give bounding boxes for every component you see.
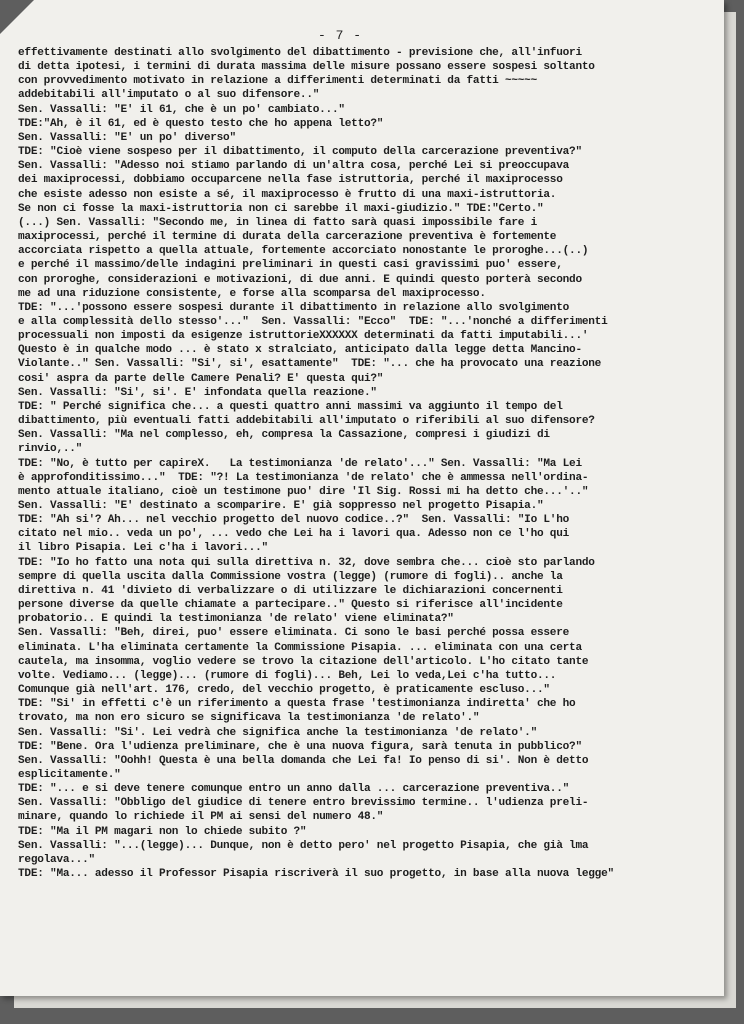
text-line: citato nel mio.. veda un po', ... vedo che Lei ha i lavori qua. Adesso non ce l'ho qui (18, 528, 570, 541)
text-line: con provvedimento motivato in relazione a differimenti determinati da fatti ~~~~~ (18, 75, 537, 88)
text-line: esplicitamente." (18, 768, 121, 781)
text-line: con proroghe, considerazioni e motivazioni, di due anni. E quindi questo porterà secondo (18, 273, 582, 286)
text-line: rinvio,.." (18, 443, 83, 456)
text-line: dibattimento, più eventuali fatti addebitabili all'imputato o riferibili al suo difensore? (18, 415, 595, 428)
text-line: e alla complessità dello stesso'..." Sen. Vassalli: "Ecco" TDE: "...'nonché a differimenti (18, 315, 608, 328)
text-line: Sen. Vassalli: "E' il 61, che è un po' cambiato..." (18, 103, 345, 116)
text-line: TDE: "Io ho fatto una nota qui sulla direttiva n. 32, dove sembra che... cioè sto parlando (18, 556, 595, 569)
text-line: Sen. Vassalli: "Si'. Lei vedrà che significa anche la testimonianza 'de relato'." (18, 726, 537, 739)
text-line: TDE: "Bene. Ora l'udienza preliminare, che è una nuova figura, sarà tenuta in pubblico?" (18, 740, 582, 753)
text-line: TDE: "...'possono essere sospesi durante il dibattimento in relazione allo svolgimento (18, 301, 570, 314)
text-line: Comunque già nell'art. 176, credo, del vecchio progetto, è praticamente escluso..." (18, 684, 550, 697)
text-line: di detta ipotesi, i termini di durata massima delle misure possano essere sospesi soltanto (18, 61, 595, 74)
text-line: TDE:"Ah, è il 61, ed è questo testo che ho appena letto?" (18, 117, 384, 130)
text-line: effettivamente destinati allo svolgimento del dibattimento - previsione che, all'infuori (18, 47, 582, 59)
text-line: mento attuale italiano, cioè un testimone puo' dire 'Il Sig. Rossi mi ha detto che...'.." (18, 485, 589, 498)
text-line: maxiprocessi, perché il termine di durata della carcerazione preventiva è fortemente (18, 231, 557, 244)
text-line: me ad una riduzione consistente, e forse alla scomparsa del maxiprocesso. (18, 287, 486, 300)
text-line: TDE: "... e si deve tenere comunque entro un anno dalla ... carcerazione preventiva.." (18, 783, 570, 796)
text-line: Sen. Vassalli: "Beh, direi, puo' essere eliminata. Ci sono le basi perché possa essere (18, 627, 570, 640)
text-line: Sen. Vassalli: "Si', si'. E' infondata quella reazione." (18, 386, 377, 399)
text-line: TDE: "Cioè viene sospeso per il dibattimento, il computo della carcerazione preventiva?" (18, 146, 582, 159)
text-line: volte. Vediamo... (legge)... (rumore di fogli)... Beh, Lei lo veda,Lei c'ha tutto... (18, 669, 557, 682)
text-line: e perché il massimo/delle indagini preliminari in questi casi gravissimi puo' essere, (18, 259, 563, 272)
text-line: trovato, ma non ero sicuro se significava la testimonianza 'de relato'." (18, 712, 480, 725)
transcript-body (18, 46, 718, 881)
text-line: (...) Sen. Vassalli: "Secondo me, in linea di fatto sarà quasi impossibile fare i (18, 216, 537, 229)
text-line: Se non ci fosse la maxi-istruttoria non ci sarebbe il maxi-giudizio." TDE:"Certo." (18, 202, 544, 215)
text-line: Sen. Vassalli: "Obbligo del giudice di tenere entro brevissimo termine.. l'udienza preli- (18, 797, 589, 810)
text-line: il libro Pisapia. Lei c'ha i lavori..." (18, 542, 268, 555)
text-line: Sen. Vassalli: "...(legge)... Dunque, non è detto pero' nel progetto Pisapia, che già lma (18, 839, 589, 852)
page-number: - 7 - (318, 28, 363, 43)
text-line: persone diverse da quelle chiamate a partecipare.." Questo si riferisce all'incidente (18, 599, 563, 612)
text-line: è approfonditissimo..." TDE: "?! La testimonianza 'de relato' che è ammessa nell'ordina- (18, 471, 589, 484)
text-line: cautela, ma insomma, voglio vedere se trovo la citazione dell'articolo. L'ho citato tante (18, 655, 589, 668)
text-line: probatorio.. E quindi la testimonianza 'de relato' viene eliminata?" (18, 613, 454, 626)
text-line: dei maxiprocessi, dobbiamo occuparcene nella fase istruttoria, perché il maxiprocesso (18, 174, 563, 187)
text-line: TDE: "Ma... adesso il Professor Pisapia riscriverà il suo progetto, in base alla nuova legge" (18, 868, 614, 881)
text-line: Violante.." Sen. Vassalli: "Si', si', esattamente" TDE: "... che ha provocato una reazione (18, 358, 602, 371)
folded-corner (0, 0, 34, 34)
text-line: processuali non imposti da esigenze istruttorieXXXXXX determinati da fatti imputabili...' (18, 330, 589, 343)
text-line: minare, quando lo richiede il PM ai sensi del numero 48." (18, 811, 384, 824)
text-line: TDE: "No, è tutto per capireX. La testimonianza 'de relato'..." Sen. Vassalli: "Ma Lei (18, 457, 582, 470)
text-line: che esiste adesso non esiste a sé, il maxiprocesso è frutto di una maxi-istruttoria. (18, 188, 557, 201)
text-line: direttiva n. 41 'divieto di verbalizzare o di utilizzare le dichiarazioni concernenti (18, 584, 563, 597)
text-line: Sen. Vassalli: "Ma nel complesso, eh, compresa la Cassazione, compresi i giudizi di (18, 429, 550, 442)
text-line: sempre di quella uscita dalla Commissione vostra (legge) (rumore di fogli).. anche la (18, 570, 563, 583)
text-line: Sen. Vassalli: "E' destinato a scomparire. E' già soppresso nel progetto Pisapia." (18, 500, 544, 512)
text-line: Questo è in qualche modo ... è stato x stralciato, anticipato dalla legge detta Mancino- (18, 344, 582, 357)
text-line: TDE: "Ma il PM magari non lo chiede subito ?" (18, 825, 307, 838)
text-line: Sen. Vassalli: "Adesso noi stiamo parlando di un'altra cosa, perché Lei si preoccupava (18, 160, 570, 173)
text-line: TDE: " Perché significa che... a questi quattro anni massimi va aggiunto il tempo del (18, 400, 563, 413)
text-line: addebitabili all'imputato o al suo difensore.." (18, 89, 320, 102)
text-line: TDE: "Si' in effetti c'è un riferimento a questa frase 'testimonianza indiretta' che ho (18, 698, 576, 711)
text-line: TDE: "Ah si'? Ah... nel vecchio progetto del nuovo codice..?" Sen. Vassalli: "Io L'ho (18, 514, 570, 527)
text-line: regolava..." (18, 853, 95, 866)
text-line: accorciata rispetto a quella attuale, fortemente accorciato nonostante le proroghe...(..) (18, 245, 589, 258)
text-line: cosi' aspra da parte delle Camere Penali? E' questa qui?" (18, 372, 384, 385)
text-line: Sen. Vassalli: "Oohh! Questa è una bella domanda che Lei fa! Io penso di si'. Non è detto (18, 754, 589, 767)
text-line: eliminata. L'ha eliminata certamente la Commissione Pisapia. ... eliminata con una certa (18, 641, 582, 654)
text-line: Sen. Vassalli: "E' un po' diverso" (18, 131, 236, 144)
